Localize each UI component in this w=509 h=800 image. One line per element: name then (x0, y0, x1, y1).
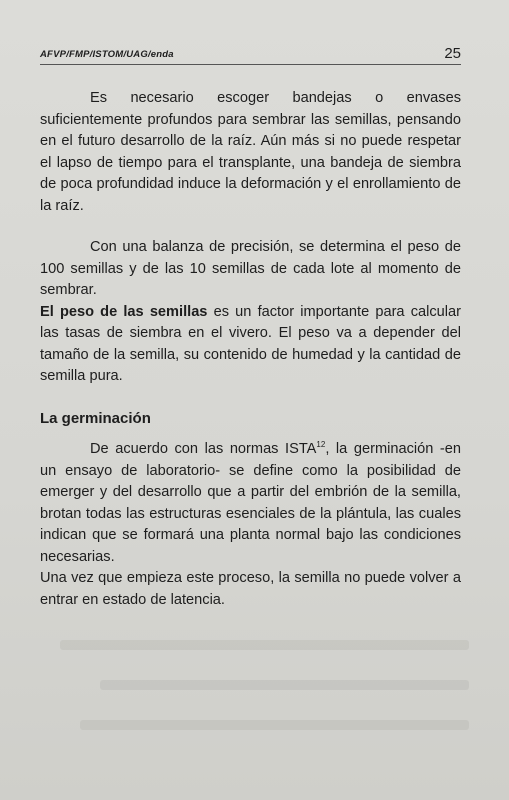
paragraph-germination (40, 439, 461, 568)
bleed-through-text (100, 680, 469, 690)
paragraph-trays: Es necesario escoger bandejas o envases suficientemente profundos para sembrar las semillas, pensando en el futuro desarrollo de la raíz. Aún más si no puede respetar el lapso de tiempo para el transplante, una bandeja de siembra de poca profundidad induce la deformación y el enrollamiento de la raíz. (40, 90, 461, 214)
paragraph-text: es un factor importante para calcular las tasas de siembra en el vivero. El peso va a depender del tamaño de la semilla, su contenido de humedad y la cantidad de semilla pura. (40, 303, 462, 384)
paragraph-text: De acuerdo con las normas ISTA (90, 441, 317, 457)
paragraph-balance: Con una balanza de precisión, se determina el peso de 100 semillas y de las 10 semillas de cada lote al momento de sembrar. (40, 239, 461, 298)
paragraph-seed-weight (40, 302, 461, 388)
page-number: 25 (444, 45, 461, 62)
running-head: AFVP/FMP/ISTOM/UAG/enda (40, 49, 174, 60)
page-body (40, 88, 461, 611)
bleed-through-text (80, 720, 469, 730)
paragraph-latency: Una vez que empieza este proceso, la semilla no puede volver a entrar en estado de latencia. (40, 570, 461, 608)
paragraph-text: , la germinación -en un ensayo de laboratorio- se define como la posibilidad de emerger y del desarrollo que a partir del embrión de la semilla, brotan todas las estructuras esenciales de la plántula, las cuales indican que se formará una planta normal bajo las condiciones necesarias. (40, 441, 461, 565)
bold-term: El peso de las semillas (40, 303, 208, 320)
page-header (40, 38, 461, 65)
bleed-through-text (60, 640, 469, 650)
section-heading: La germinación (40, 409, 151, 427)
footnote-ref: 12 (316, 440, 326, 450)
